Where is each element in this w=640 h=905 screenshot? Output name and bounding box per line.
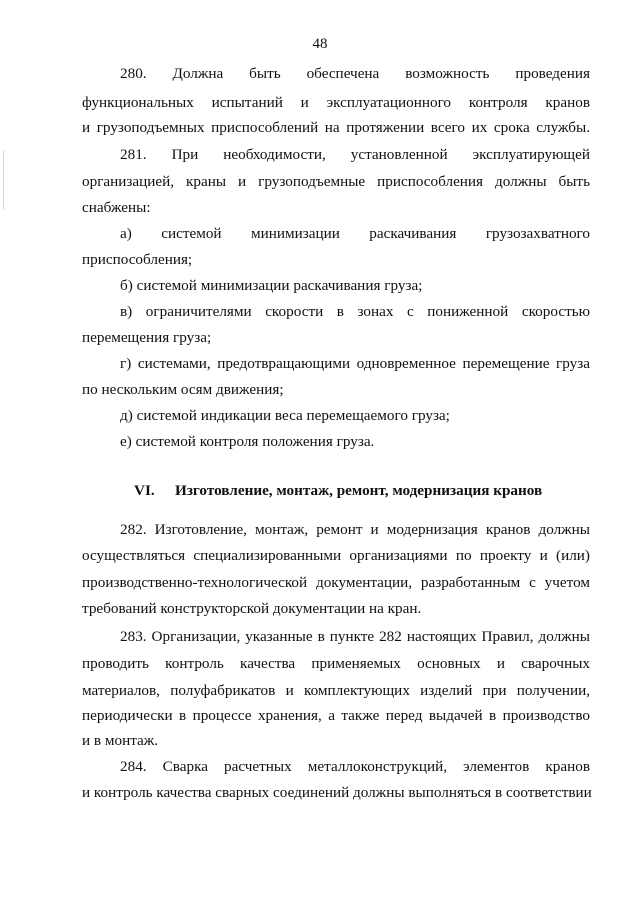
- list-item-g-line-2: по нескольким осям движения;: [82, 381, 284, 398]
- section-title: Изготовление, монтаж, ремонт, модернизация кранов: [175, 482, 543, 499]
- paragraph-283-line-4: периодически в процессе хранения, а также перед выдачей в производство: [82, 707, 590, 724]
- paragraph-282-line-2: осуществляться специализированными организациями по проекту и (или): [82, 547, 590, 564]
- list-item-d: д) системой индикации веса перемещаемого груза;: [120, 407, 450, 424]
- paragraph-281-line-1: 281. При необходимости, установленной эксплуатирующей: [120, 146, 590, 163]
- paragraph-281-line-2: организацией, краны и грузоподъемные приспособления должны быть: [82, 173, 590, 190]
- paragraph-281-line-3: снабжены:: [82, 199, 151, 216]
- paragraph-284-line-1: 284. Сварка расчетных металлоконструкций, элементов кранов: [120, 758, 590, 775]
- list-item-b: б) системой минимизации раскачивания груза;: [120, 277, 423, 294]
- paragraph-283-line-3: материалов, полуфабрикатов и комплектующих изделий при получении,: [82, 682, 590, 699]
- paragraph-283-line-5: и в монтаж.: [82, 732, 159, 749]
- section-number: VI.: [134, 482, 155, 499]
- page-number: 48: [312, 36, 328, 52]
- paragraph-282-line-4: требований конструкторской документации на кран.: [82, 600, 422, 617]
- paragraph-283-line-1: 283. Организации, указанные в пункте 282 настоящих Правил, должны: [120, 628, 590, 645]
- list-item-a-line-2: приспособления;: [82, 251, 193, 268]
- list-item-g-line-1: г) системами, предотвращающими одновременное перемещение груза: [120, 355, 590, 372]
- paragraph-280-line-2: функциональных испытаний и эксплуатационного контроля кранов: [82, 94, 590, 111]
- list-item-a-line-1: а) системой минимизации раскачивания грузозахватного: [120, 225, 590, 242]
- scan-edge-mark: [3, 150, 4, 210]
- paragraph-282-line-3: производственно-технологической документации, разработанным с учетом: [82, 574, 590, 591]
- paragraph-284-line-2: и контроль качества сварных соединений должны выполняться в соответствии: [82, 784, 592, 801]
- paragraph-282-line-1: 282. Изготовление, монтаж, ремонт и модернизация кранов должны: [120, 521, 590, 538]
- paragraph-283-line-2: проводить контроль качества применяемых основных и сварочных: [82, 655, 590, 672]
- paragraph-280-line-3: и грузоподъемных приспособлений на протяжении всего их срока службы.: [82, 119, 590, 136]
- list-item-v-line-1: в) ограничителями скорости в зонах с пониженной скоростью: [120, 303, 590, 320]
- list-item-e: е) системой контроля положения груза.: [120, 433, 375, 450]
- paragraph-280-line-1: 280. Должна быть обеспечена возможность проведения: [120, 65, 590, 82]
- list-item-v-line-2: перемещения груза;: [82, 329, 212, 346]
